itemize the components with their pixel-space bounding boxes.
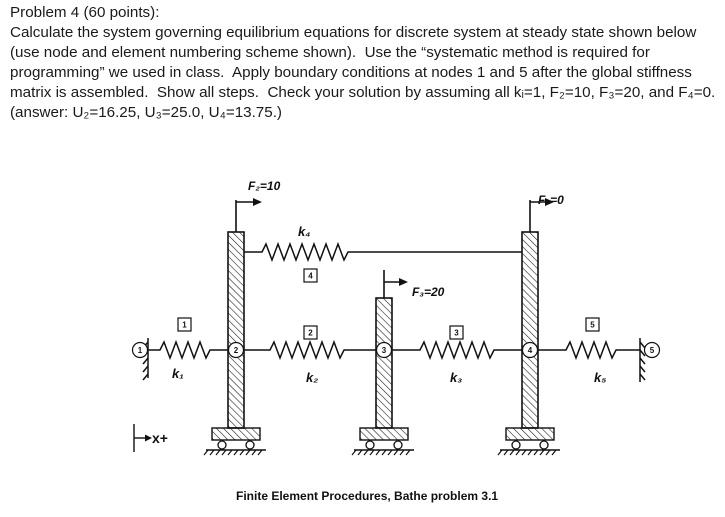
problem-statement: Problem 4 (60 points): Calculate the system governing equilibrium equations for discrete system at steady state shown below (use node and element numbering scheme shown). Use the “systematic method is required for programming” we used in class. Apply boundary conditions at nodes 1 and 5 after the global stiffness matrix is assembled. Show all steps. Check your solution by assuming all kᵢ=1, F₂=10, F₃=20, and F₄=0. (answer: U₂=16.25, U₃=25.0, U₄=13.75.) (10, 4, 716, 121)
node-number-1: 1 (137, 346, 143, 355)
spring-k2 (244, 342, 376, 358)
cart-column-4 (498, 200, 560, 455)
element-number-5: 5 (590, 320, 595, 330)
x-axis-indicator (134, 424, 152, 452)
cart-column-2 (204, 200, 266, 455)
cart-column-3 (352, 270, 414, 455)
load-arrow-f2 (236, 198, 262, 206)
spring-label-k2: k₂ (306, 370, 319, 385)
element-number-1: 1 (182, 320, 187, 330)
spring-k3 (392, 342, 522, 358)
element-number-4: 4 (308, 271, 313, 281)
node-number-3: 3 (381, 346, 387, 355)
load-label-f2: F₂=10 (248, 179, 281, 193)
load-label-f3: F₃=20 (412, 285, 445, 299)
right-wall-support (640, 338, 645, 382)
spring-label-k3: k₃ (450, 370, 463, 385)
element-number-3: 3 (454, 328, 459, 338)
element-number-2: 2 (308, 328, 313, 338)
spring-label-k4: k₄ (298, 224, 311, 239)
spring-k4 (244, 244, 522, 260)
axis-label: x+ (152, 430, 168, 446)
load-arrow-f3 (384, 278, 408, 286)
load-label-f4: F₄=0 (538, 193, 564, 207)
spring-system-figure (0, 170, 725, 517)
node-number-5: 5 (649, 346, 655, 355)
node-number-2: 2 (233, 346, 239, 355)
spring-k1 (148, 342, 228, 358)
spring-k5 (538, 342, 640, 358)
spring-label-k5: k₅ (594, 370, 607, 385)
spring-label-k1: k₁ (172, 366, 184, 381)
node-number-4: 4 (527, 346, 533, 355)
figure-caption: Finite Element Procedures, Bathe problem 3.1 (236, 489, 499, 503)
